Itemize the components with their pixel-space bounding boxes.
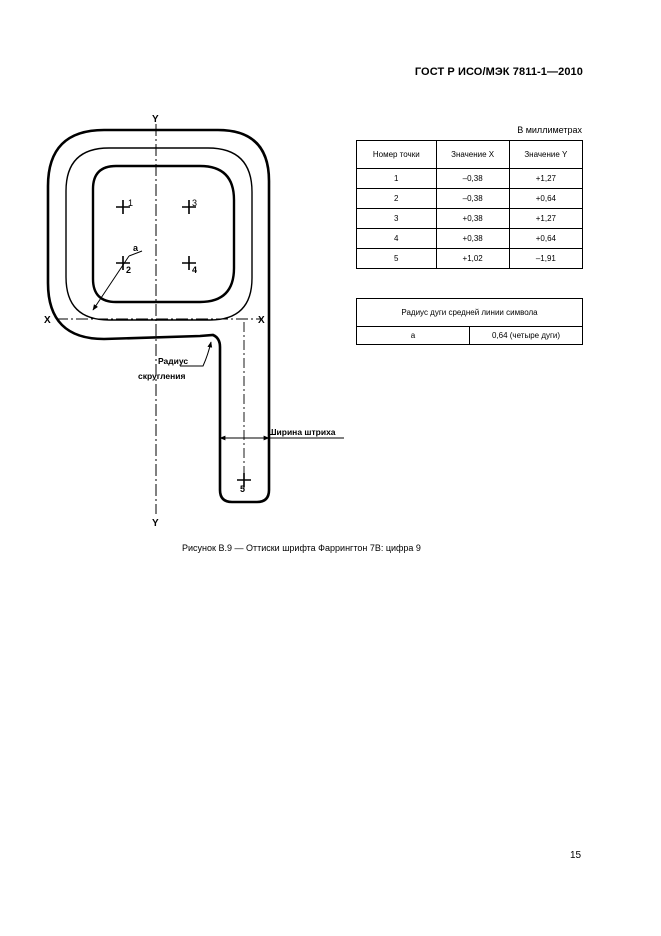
inner-outline <box>93 166 234 302</box>
axis-x-left-label: X <box>44 315 51 326</box>
document-header: ГОСТ Р ИСО/МЭК 7811-1—2010 <box>414 66 583 78</box>
radius-table <box>356 298 583 345</box>
point-5-label: 5 <box>240 484 246 494</box>
radius-header: Радиус дуги средней линии символа <box>357 299 583 327</box>
cell-x: +0,38 <box>436 209 509 229</box>
col-point-number: Номер точки <box>357 141 437 169</box>
cell-y: +1,27 <box>509 169 582 189</box>
cell-point: 1 <box>357 169 437 189</box>
point-1-label: 1 <box>128 198 134 208</box>
table-row <box>357 189 583 209</box>
cell-y: –1,91 <box>509 249 582 269</box>
digit-nine-drawing <box>30 110 360 530</box>
col-x-value: Значение X <box>436 141 509 169</box>
table-row <box>357 229 583 249</box>
cell-point: 5 <box>357 249 437 269</box>
cell-y: +0,64 <box>509 189 582 209</box>
cell-x: +0,38 <box>436 229 509 249</box>
table-header-row <box>357 141 583 169</box>
table-row <box>357 249 583 269</box>
page-number: 15 <box>570 850 582 861</box>
col-y-value: Значение Y <box>509 141 582 169</box>
fillet-label-line-1: Радиус <box>158 356 189 366</box>
cell-radius-value: 0,64 (четыре дуги) <box>470 327 583 345</box>
table-row <box>357 327 583 345</box>
units-note: В миллиметрах <box>517 125 582 135</box>
stroke-width-label: Ширина штриха <box>268 427 336 437</box>
table-header-row <box>357 299 583 327</box>
figure-caption: Рисунок В.9 — Оттиски шрифта Фаррингтон 7В: цифра 9 <box>182 543 421 553</box>
axis-y-bottom-label: Y <box>152 518 159 529</box>
cell-x: –0,38 <box>436 189 509 209</box>
radius-a-label: a <box>133 243 139 253</box>
point-3-label: 3 <box>192 198 198 208</box>
outer-outline <box>48 130 269 502</box>
cell-x: +1,02 <box>436 249 509 269</box>
cell-point: 4 <box>357 229 437 249</box>
fillet-label-line-2: скругления <box>138 371 186 381</box>
table-row <box>357 209 583 229</box>
cell-symbol: a <box>357 327 470 345</box>
cell-point: 3 <box>357 209 437 229</box>
coordinates-table <box>356 140 583 269</box>
table-row <box>357 169 583 189</box>
axis-y-top-label: Y <box>152 114 159 125</box>
cell-y: +0,64 <box>509 229 582 249</box>
cell-y: +1,27 <box>509 209 582 229</box>
cell-x: –0,38 <box>436 169 509 189</box>
axis-x-right-label: X <box>258 315 265 326</box>
cell-point: 2 <box>357 189 437 209</box>
point-2-label: 2 <box>126 265 132 275</box>
point-4-label: 4 <box>192 265 198 275</box>
